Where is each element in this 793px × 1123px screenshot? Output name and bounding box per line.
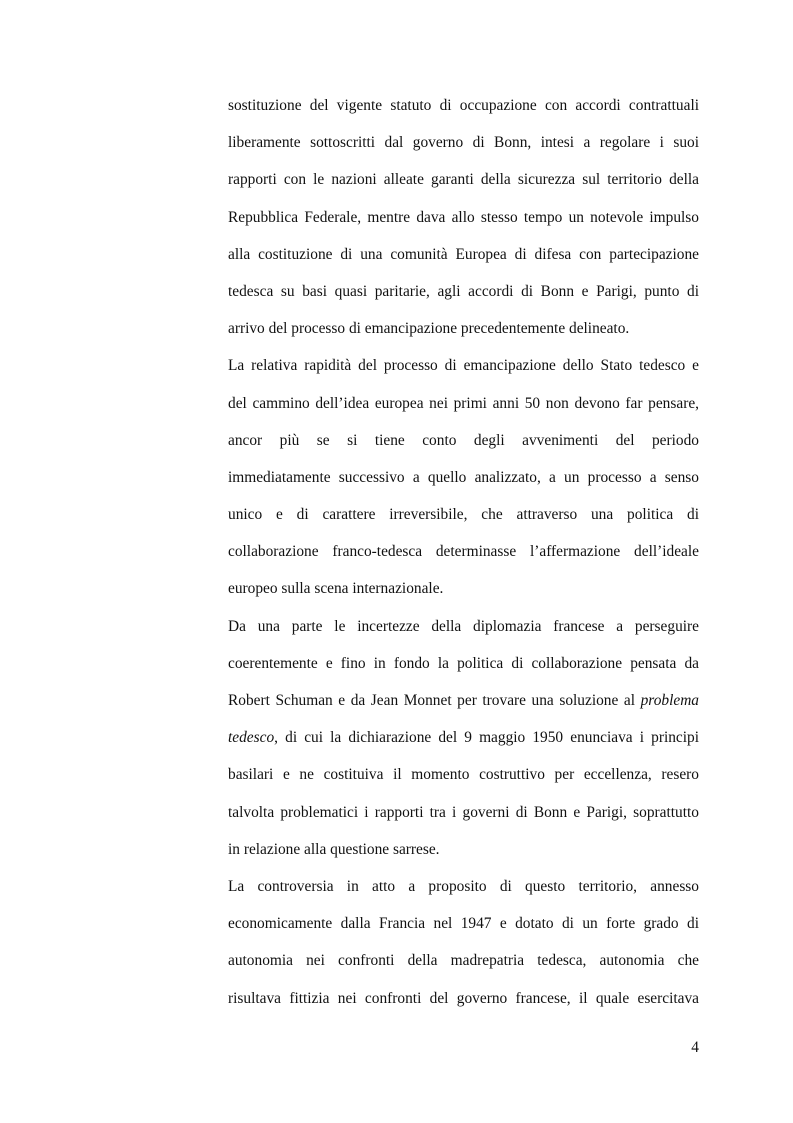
- paragraph: [228, 347, 699, 607]
- text-line: del cammino dell’idea europea nei primi anni 50 non devono far pensare,: [228, 394, 699, 412]
- text-line: arrivo del processo di emancipazione precedentemente delineato.: [228, 320, 630, 338]
- text-line: europeo sulla scena internazionale.: [228, 580, 444, 598]
- paragraph: [228, 608, 699, 868]
- text-line: [228, 682, 699, 719]
- paragraph: [228, 87, 699, 347]
- text-line: alla costituzione di una comunità Europea di difesa con partecipazione: [228, 245, 699, 263]
- text-line: La controversia in atto a proposito di questo territorio, annesso: [228, 877, 699, 895]
- text-line: ancor più se si tiene conto degli avvenimenti del periodo: [228, 431, 699, 449]
- text-line: Da una parte le incertezze della diplomazia francese a perseguire: [228, 617, 699, 635]
- text-line: liberamente sottoscritti dal governo di Bonn, intesi a regolare i suoi: [228, 134, 699, 152]
- text-line: sostituzione del vigente statuto di occupazione con accordi contrattuali: [228, 97, 699, 114]
- text-line: talvolta problematici i rapporti tra i governi di Bonn e Parigi, soprattutto: [228, 803, 699, 821]
- text-line: coerentemente e fino in fondo la politica di collaborazione pensata da: [228, 654, 699, 672]
- text-line: collaborazione franco-tedesca determinasse l’affermazione dell’ideale: [228, 543, 699, 561]
- text-line: basilari e ne costituiva il momento costruttivo per eccellenza, resero: [228, 766, 699, 784]
- text-run: Robert Schuman e da Jean Monnet per trovare una soluzione al: [228, 692, 641, 709]
- text-line: rapporti con le nazioni alleate garanti della sicurezza sul territorio della: [228, 171, 699, 189]
- text-line: [228, 719, 699, 756]
- text-line: Repubblica Federale, mentre dava allo stesso tempo un notevole impulso: [228, 208, 699, 226]
- text-line: risultava fittizia nei confronti del governo francese, il quale esercitava: [228, 989, 699, 1007]
- text-line: autonomia nei confronti della madrepatria tedesca, autonomia che: [228, 952, 699, 970]
- italic-term: problema: [640, 692, 699, 709]
- text-line: in relazione alla questione sarrese.: [228, 840, 440, 858]
- page-number: 4: [691, 1039, 699, 1056]
- document-page-body: [228, 87, 699, 1017]
- text-line: tedesca su basi quasi paritarie, agli accordi di Bonn e Parigi, punto di: [228, 282, 699, 300]
- text-run: , di cui la dichiarazione del 9 maggio 1950 enunciava i principi: [274, 729, 699, 747]
- italic-term: tedesco: [228, 729, 275, 747]
- paragraph: [228, 868, 699, 1017]
- text-line: La relativa rapidità del processo di emancipazione dello Stato tedesco e: [228, 357, 699, 375]
- text-line: immediatamente successivo a quello analizzato, a un processo a senso: [228, 468, 699, 486]
- text-line: unico e di carattere irreversibile, che attraverso una politica di: [228, 506, 699, 524]
- text-line: economicamente dalla Francia nel 1947 e dotato di un forte grado di: [228, 915, 699, 933]
